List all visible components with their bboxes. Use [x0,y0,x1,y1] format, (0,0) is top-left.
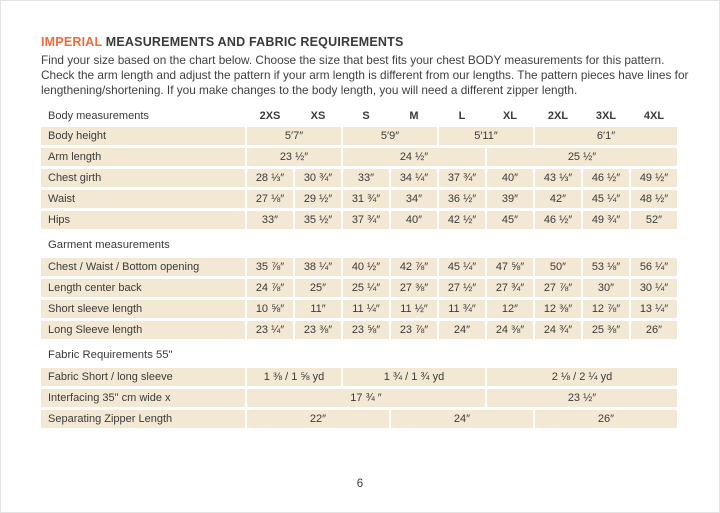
table-row [41,368,677,386]
row-label: Hips [41,211,245,229]
row-label: Waist [41,190,245,208]
value-cell: 24 ½″ [343,148,485,166]
value-cell: 6′1″ [535,127,677,145]
value-cell: 24 ⅞″ [247,279,293,297]
table-row [41,258,677,276]
value-cell: 27 ⅜″ [391,279,437,297]
page-title [41,35,679,49]
value-cell: 23 ⅞″ [391,321,437,339]
column-header-size: 3XL [595,109,617,122]
value-cell: 46 ½″ [583,169,629,187]
value-cell: 10 ⅝″ [247,300,293,318]
section-heading: Garment measurements [48,239,170,251]
value-cell: 25 ¼″ [343,279,389,297]
value-cell: 53 ⅛″ [583,258,629,276]
value-cell: 37 ¾″ [439,169,485,187]
value-cell: 34 ¼″ [391,169,437,187]
value-cell: 45 ¼″ [583,190,629,208]
value-cell: 25 ⅜″ [583,321,629,339]
row-label: Fabric Short / long sleeve [41,368,245,386]
table-row [41,148,677,166]
value-cell: 24 ¾″ [535,321,581,339]
title-accent: IMPERIAL [41,35,103,49]
row-label: Chest / Waist / Bottom opening [41,258,245,276]
value-cell: 23 ⅝″ [343,321,389,339]
value-cell: 40″ [487,169,533,187]
row-label: Length center back [41,279,245,297]
value-cell: 27 ¾″ [487,279,533,297]
title-rest: MEASUREMENTS AND FABRIC REQUIREMENTS [102,35,404,49]
value-cell: 27 ⅞″ [535,279,581,297]
value-cell: 49 ¾″ [583,211,629,229]
table-row [41,321,677,339]
value-cell: 30 ¼″ [631,279,677,297]
value-cell: 11 ¼″ [343,300,389,318]
row-label: Chest girth [41,169,245,187]
value-cell: 5′7″ [247,127,341,145]
value-cell: 25″ [295,279,341,297]
value-cell: 37 ¾″ [343,211,389,229]
value-cell: 35 ⅞″ [247,258,293,276]
value-cell: 11 ¾″ [439,300,485,318]
value-cell: 35 ½″ [295,211,341,229]
value-cell: 12 ⅞″ [583,300,629,318]
table-row [41,211,677,229]
value-cell: 27 ½″ [439,279,485,297]
row-label: Interfacing 35" cm wide x [41,389,245,407]
value-cell: 40 ½″ [343,258,389,276]
value-cell: 42″ [535,190,581,208]
value-cell: 56 ¼″ [631,258,677,276]
value-cell: 31 ¾″ [343,190,389,208]
value-cell: 47 ⅝″ [487,258,533,276]
value-cell: 5′11″ [439,127,533,145]
column-header-size: 2XS [259,109,281,122]
table-row [41,279,677,297]
value-cell: 46 ½″ [535,211,581,229]
value-cell: 2 ⅛ / 2 ¼ yd [487,368,677,386]
value-cell: 11″ [295,300,341,318]
value-cell: 43 ⅓″ [535,169,581,187]
value-cell: 29 ½″ [295,190,341,208]
column-header-size: 2XL [547,109,569,122]
column-header-size: 4XL [643,109,665,122]
value-cell: 22″ [247,410,389,428]
column-header-label: Body measurements [48,109,149,122]
value-cell: 45 ¼″ [439,258,485,276]
value-cell: 52″ [631,211,677,229]
value-cell: 23 ½″ [247,148,341,166]
value-cell: 50″ [535,258,581,276]
value-cell: 1 ¾ / 1 ¾ yd [343,368,485,386]
row-label: Arm length [41,148,245,166]
value-cell: 11 ½″ [391,300,437,318]
size-table [41,108,677,428]
value-cell: 23 ¼″ [247,321,293,339]
value-cell: 33″ [343,169,389,187]
row-label: Long Sleeve length [41,321,245,339]
intro-paragraph: Find your size based on the chart below. Choose the size that best fits your chest BODY measurements for this pattern. Check the arm length and adjust the pattern if your arm length is different from our lengths. The pattern pieces have lines for lengthening/shortening. If you make changes to the body length, you will need a different zipper length. [41,53,689,97]
value-cell: 17 ¾ ″ [247,389,485,407]
column-header-size: XL [502,109,518,122]
value-cell: 25 ½″ [487,148,677,166]
column-header-size: M [409,109,419,122]
value-cell: 27 ⅛″ [247,190,293,208]
value-cell: 24″ [391,410,533,428]
value-cell: 23 ⅜″ [295,321,341,339]
column-header-size: L [458,109,466,122]
table-row [41,190,677,208]
row-label: Body height [41,127,245,145]
value-cell: 30 ¾″ [295,169,341,187]
value-cell: 48 ½″ [631,190,677,208]
table-row [41,300,677,318]
value-cell: 42 ½″ [439,211,485,229]
value-cell: 45″ [487,211,533,229]
value-cell: 26″ [631,321,677,339]
row-label: Short sleeve length [41,300,245,318]
value-cell: 38 ¼″ [295,258,341,276]
table-header-row [41,108,677,123]
value-cell: 26″ [535,410,677,428]
value-cell: 12 ⅜″ [535,300,581,318]
table-row [41,410,677,428]
table-row [41,127,677,145]
value-cell: 13 ¼″ [631,300,677,318]
page-number: 6 [356,478,364,490]
table-row [41,389,677,407]
value-cell: 12″ [487,300,533,318]
column-header-size: XS [310,109,326,122]
table-row [41,169,677,187]
value-cell: 24″ [439,321,485,339]
value-cell: 34″ [391,190,437,208]
value-cell: 40″ [391,211,437,229]
value-cell: 49 ½″ [631,169,677,187]
value-cell: 28 ⅓″ [247,169,293,187]
value-cell: 36 ½″ [439,190,485,208]
value-cell: 33″ [247,211,293,229]
column-header-size: S [362,109,370,122]
row-label: Separating Zipper Length [41,410,245,428]
value-cell: 42 ⅞″ [391,258,437,276]
section-heading: Fabric Requirements 55" [48,349,173,361]
value-cell: 30″ [583,279,629,297]
value-cell: 5′9″ [343,127,437,145]
page-content [1,1,719,428]
value-cell: 24 ⅜″ [487,321,533,339]
value-cell: 23 ½″ [487,389,677,407]
value-cell: 39″ [487,190,533,208]
value-cell: 1 ⅜ / 1 ⅝ yd [247,368,341,386]
